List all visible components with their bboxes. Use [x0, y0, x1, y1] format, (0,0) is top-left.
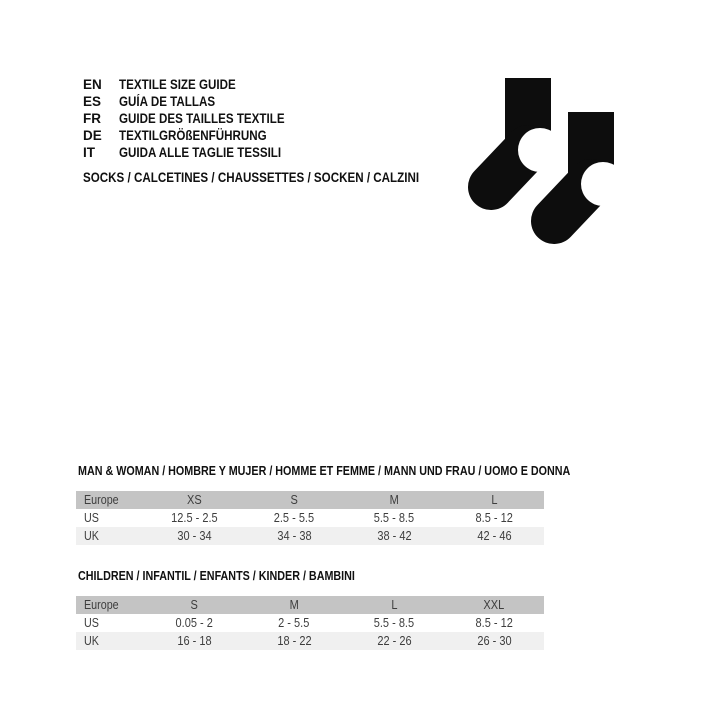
product-category-line: [83, 169, 474, 187]
size-value: 8.5 - 12: [475, 511, 513, 525]
table-title-adults: [78, 464, 571, 478]
region-cell: [76, 632, 144, 650]
language-label: GUIDA ALLE TAGLIE TESSILI: [119, 145, 282, 160]
column-header-size: [444, 596, 544, 614]
size-cell: [344, 509, 444, 527]
region-label: UK: [84, 529, 99, 543]
language-label: GUIDE DES TAILLES TEXTILE: [119, 111, 285, 126]
language-label: TEXTILGRÖßENFÜHRUNG: [119, 128, 267, 143]
table-row-uk: [76, 632, 544, 650]
table-title-text: MAN & WOMAN / HOMBRE Y MUJER / HOMME ET FEMME / MANN UND FRAU / UOMO E DONNA: [78, 464, 571, 478]
column-header-label: L: [390, 598, 398, 612]
language-row-it: [83, 144, 312, 161]
column-header-size: [444, 491, 544, 509]
size-cell: [244, 527, 344, 545]
column-header-size: [344, 491, 444, 509]
table-header-row: [76, 596, 544, 614]
size-cell: [344, 614, 444, 632]
size-value: 26 - 30: [476, 634, 512, 648]
table-row-us: [76, 614, 544, 632]
table-header-row: [76, 491, 544, 509]
column-header-label: M: [389, 493, 399, 507]
size-cell: [144, 614, 244, 632]
size-cell: [244, 509, 344, 527]
region-label: UK: [84, 634, 99, 648]
region-cell: [76, 614, 144, 632]
socks-icon: [465, 75, 625, 245]
size-cell: [244, 632, 344, 650]
region-cell: [76, 509, 144, 527]
size-table-adults: [76, 464, 571, 545]
table-title-children: [78, 569, 544, 583]
sock-right: [554, 112, 625, 221]
size-value: 42 - 46: [476, 529, 512, 543]
size-table-children: [76, 569, 544, 650]
column-header-label: Europe: [84, 493, 119, 507]
region-label: US: [84, 511, 99, 525]
size-value: 30 - 34: [176, 529, 212, 543]
size-value: 16 - 18: [176, 634, 212, 648]
size-cell: [344, 632, 444, 650]
size-value: 8.5 - 12: [475, 616, 513, 630]
column-header-size: [244, 491, 344, 509]
column-header-label: XXL: [483, 598, 505, 612]
size-cell: [244, 614, 344, 632]
size-value: 5.5 - 8.5: [373, 511, 415, 525]
language-code: ES: [83, 94, 102, 109]
size-grid-children: [76, 596, 544, 650]
size-value: 2.5 - 5.5: [273, 511, 315, 525]
column-header-size: [144, 491, 244, 509]
language-row-es: [83, 93, 312, 110]
column-header-region: [76, 596, 144, 614]
size-cell: [144, 527, 244, 545]
language-list: [83, 76, 312, 161]
language-row-de: [83, 127, 312, 144]
size-value: 18 - 22: [276, 634, 312, 648]
language-code: IT: [83, 145, 95, 160]
table-title-text: CHILDREN / INFANTIL / ENFANTS / KINDER / BAMBINI: [78, 569, 355, 583]
column-header-label: S: [290, 493, 298, 507]
size-value: 5.5 - 8.5: [373, 616, 415, 630]
language-row-en: [83, 76, 312, 93]
region-cell: [76, 527, 144, 545]
column-header-size: [344, 596, 444, 614]
table-row-uk: [76, 527, 544, 545]
size-grid-adults: [76, 491, 544, 545]
size-value: 22 - 26: [376, 634, 412, 648]
size-cell: [144, 632, 244, 650]
column-header-size: [144, 596, 244, 614]
column-header-label: M: [289, 598, 299, 612]
size-value: 2 - 5.5: [278, 616, 310, 630]
column-header-size: [244, 596, 344, 614]
language-code: EN: [83, 77, 102, 92]
language-label: TEXTILE SIZE GUIDE: [119, 77, 236, 92]
size-cell: [144, 509, 244, 527]
column-header-label: S: [190, 598, 198, 612]
size-cell: [344, 527, 444, 545]
size-value: 0.05 - 2: [175, 616, 213, 630]
size-value: 12.5 - 2.5: [170, 511, 218, 525]
size-cell: [444, 614, 544, 632]
size-value: 34 - 38: [276, 529, 312, 543]
language-row-fr: [83, 110, 312, 127]
column-header-label: L: [490, 493, 498, 507]
size-cell: [444, 527, 544, 545]
column-header-label: XS: [186, 493, 202, 507]
language-code: FR: [83, 111, 101, 126]
language-label: GUÍA DE TALLAS: [119, 94, 216, 109]
region-label: US: [84, 616, 99, 630]
sock-left: [491, 78, 562, 187]
size-cell: [444, 509, 544, 527]
size-cell: [444, 632, 544, 650]
column-header-region: [76, 491, 144, 509]
size-value: 38 - 42: [376, 529, 412, 543]
product-category-text: SOCKS / CALCETINES / CHAUSSETTES / SOCKEN / CALZINI: [83, 170, 420, 185]
table-row-us: [76, 509, 544, 527]
language-code: DE: [83, 128, 102, 143]
column-header-label: Europe: [84, 598, 119, 612]
